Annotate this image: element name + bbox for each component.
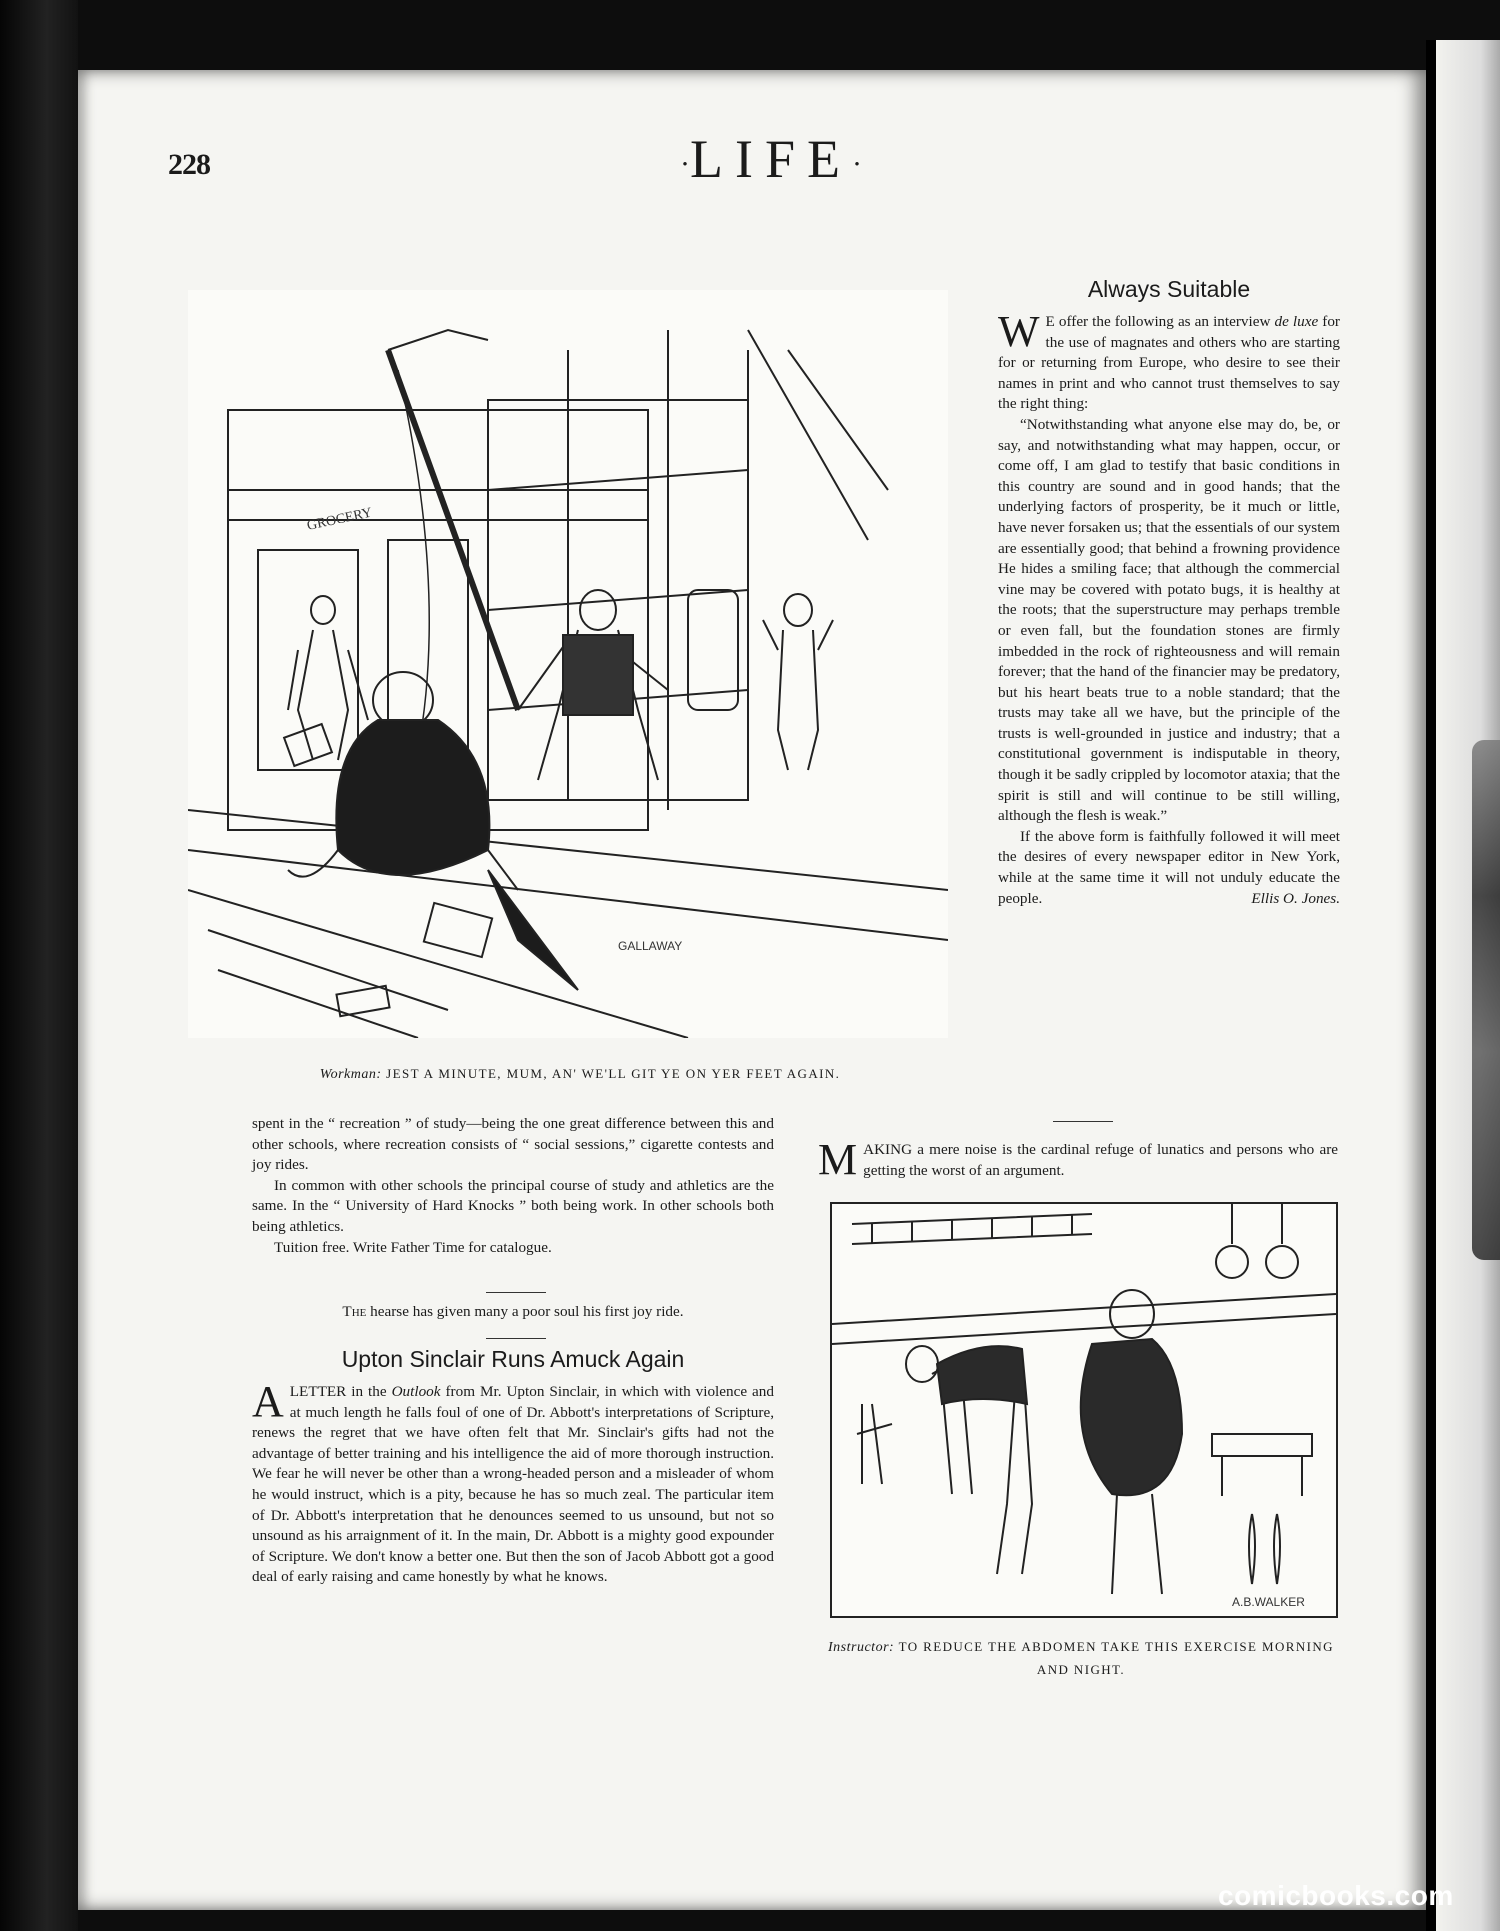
article-title-always-suitable: Always Suitable — [1087, 276, 1251, 302]
gym-caption-speaker: Instructor: — [828, 1640, 895, 1655]
lead-paragraph — [998, 307, 1340, 415]
masthead-title: LIFE — [690, 129, 852, 189]
adjacent-page-edge — [1436, 40, 1500, 1931]
left-column-text — [252, 1114, 774, 1258]
making-noise-text: AKING a mere noise is the cardinal refuge of lunatics and persons who are getting the worst of an argument. — [863, 1141, 1338, 1179]
lead-text-2: for the use of magnates and others who are starting for or returning from Europe, who desire to see their names in print and who cannot trust themselves to say the right thing: — [998, 313, 1340, 413]
hearse-text: hearse has given many a poor soul his first joy ride. — [366, 1303, 684, 1320]
closing-text: If the above form is faithfully followed it will meet the desires of every newspaper editor in New York, while at the same time it will not unduly educate the people. — [998, 827, 1340, 907]
gymnasium-drawing — [832, 1204, 1336, 1616]
top-cartoon-caption — [200, 1066, 960, 1083]
hearse-lead-word: The — [342, 1303, 367, 1320]
divider-rule — [486, 1338, 546, 1339]
scan-left-margin — [0, 0, 78, 1931]
cartoon-signature: GALLAWAY — [618, 939, 683, 953]
author-signature: Ellis O. Jones. — [1251, 889, 1340, 907]
caption-speaker: Workman: — [319, 1067, 382, 1082]
site-watermark: comicbooks.com — [1218, 1880, 1454, 1911]
dropcap-w: W — [998, 307, 1040, 356]
tuition-paragraph: Tuition free. Write Father Time for catalogue. — [274, 1238, 552, 1256]
upton-paragraph — [252, 1377, 774, 1588]
divider-rule — [486, 1292, 546, 1293]
gym-cartoon-caption — [816, 1636, 1346, 1681]
hearse-line — [252, 1302, 774, 1323]
gym-caption-text: TO REDUCE THE ABDOMEN TAKE THIS EXERCISE MORNING AND NIGHT. — [898, 1639, 1334, 1677]
masthead: ·LIFE· — [680, 129, 862, 189]
quote-paragraph: “Notwithstanding what anyone else may do, be, or say, and notwithstanding what may happen, occur, or come off, I am glad to testify that basic conditions in this country are sound and in good hands; that the underlying factors of prosperity, be it much or little, have never forsaken us; that the essentials of our system are essentially good; that behind a frowning providence He hides a smiling face; that although the commercial vine may be covered with potato bugs, it is healthy at the roots; that the superstructure may perhaps tremble or even fall, but the foundation stones are firmly imbedded in the rock of righteousness and will remain forever; that the hand of the financier may be predatory, but his heart beats true to a noble standard; that the trusts may take all we have, but the principle of the trusts is well-grounded in justice and industry; that a constitutional government is indisputable in theory, though it be sadly crippled by locomotor ataxia; that the spirit is still and will continue to be still willing, although the flesh is weak.” — [998, 415, 1340, 825]
gym-cartoon-signature: A.B.WALKER — [1232, 1595, 1305, 1609]
dropcap-m: M — [818, 1135, 858, 1184]
lead-italic: de luxe — [1274, 313, 1319, 330]
making-noise-paragraph — [818, 1135, 1338, 1184]
upton-text-2: from Mr. Upton Sinclair, in which with violence and at much length he falls foul of one of Dr. Abbott's interpretations of Scripture, renews the regret that we have often felt that Mr. Sinclair's gifts had not the advantage of better training and his intelligence the aid of more thorough instruction. We fear he will never be other than a wrong-headed person and a misleader of whom he would instruct, which is a pity, because he has so much zeal. The particular item of Dr. Abbott's interpretation that he denounces seemed to us unsound, but not so unsound as his arraignment of it. In the main, Dr. Abbott is a mighty good expounder of Scripture. We don't know a better one. But then the son of Jacob Abbott got a good deal of early raising and came honestly by what he knows. — [252, 1383, 774, 1586]
gymnasium-cartoon-icon — [830, 1202, 1338, 1618]
article-body-upton-sinclair — [252, 1377, 774, 1588]
street-scene-cartoon-icon — [188, 290, 948, 1038]
divider-rule — [1053, 1121, 1113, 1122]
upton-text-1: LETTER in the — [289, 1383, 392, 1400]
continued-paragraph: spent in the “ recreation ” of study—being the one great difference between this and other schools, where recreation consists of “ social sessions,” cigarette contests and joy rides. — [252, 1115, 774, 1174]
upton-italic: Outlook — [391, 1383, 441, 1400]
dropcap-a: A — [252, 1377, 284, 1426]
street-scene-drawing — [188, 290, 948, 1038]
article-title-upton-sinclair: Upton Sinclair Runs Amuck Again — [341, 1346, 685, 1372]
hard-knocks-paragraph: In common with other schools the principal course of study and athletics are the same. In the “ University of Hard Knocks ” both being work. In other schools both being athletics. — [252, 1176, 774, 1235]
shop-sign: GROCERY — [305, 505, 374, 534]
article-body-always-suitable — [998, 307, 1340, 909]
page-number: 228 — [168, 148, 210, 181]
closing-paragraph — [998, 827, 1340, 909]
caption-text: JEST A MINUTE, MUM, AN' WE'LL GIT YE ON YER FEET AGAIN. — [386, 1066, 841, 1081]
lead-text-1: E offer the following as an interview — [1045, 313, 1275, 330]
